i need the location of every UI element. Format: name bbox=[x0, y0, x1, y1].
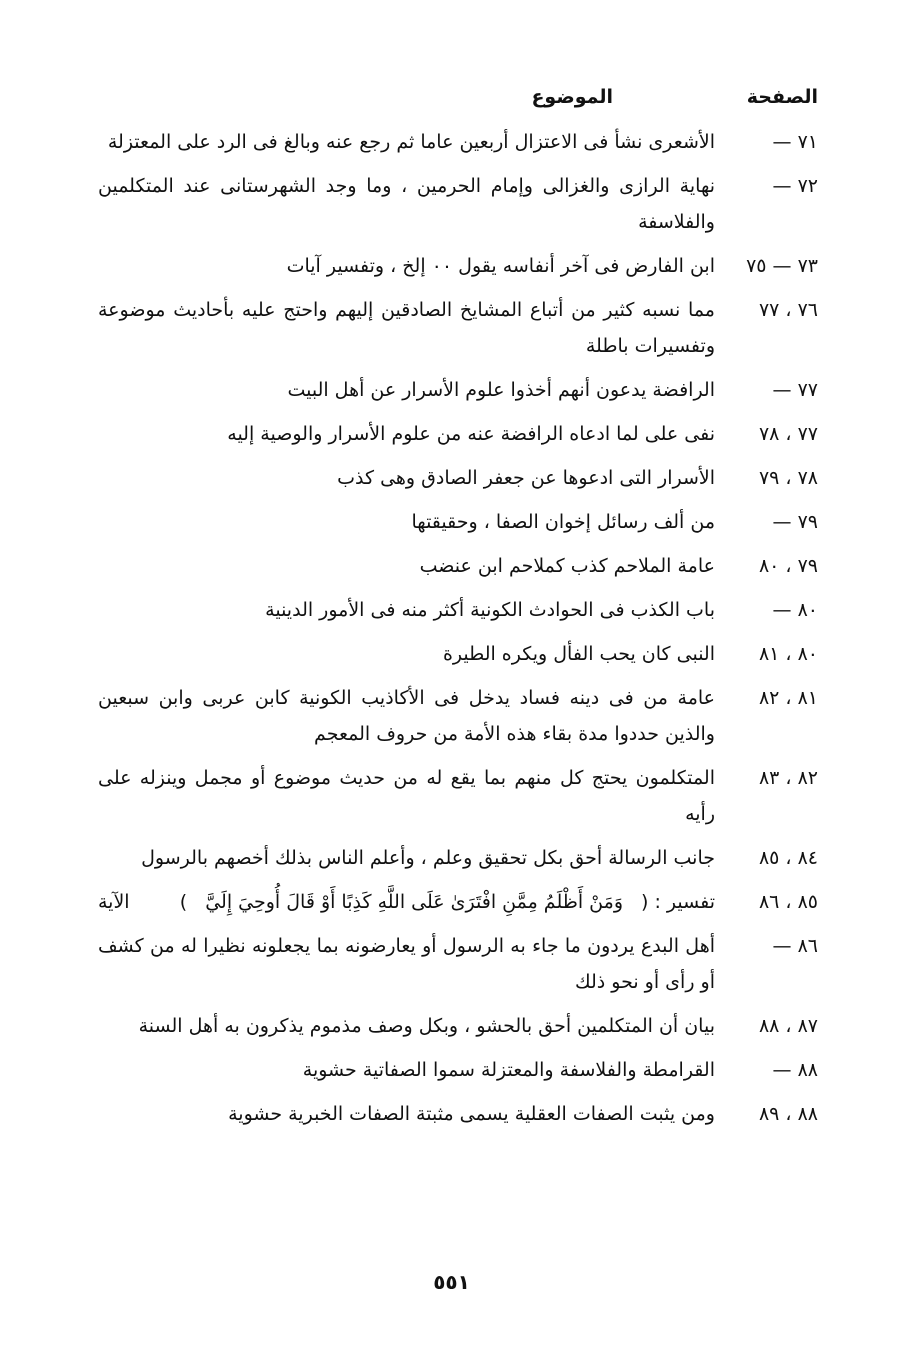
entry-page-range: ٨١ ، ٨٢ bbox=[758, 687, 818, 709]
entry-topic: باب الكذب فى الحوادث الكونية أكثر منه فى الأمور الدينية bbox=[265, 599, 715, 621]
entry-topic: نهاية الرازى والغزالى وإمام الحرمين ، وما وجد الشهرستانى عند المتكلمين والفلاسفة bbox=[98, 175, 715, 233]
entry-page-range: ٨٢ ، ٨٣ bbox=[758, 767, 818, 789]
entry-page-range: ٨٨ — bbox=[772, 1059, 818, 1081]
entry-page-range: ٧١ — bbox=[772, 131, 818, 153]
entry-topic: عامة من فى دينه فساد يدخل فى الأكاذيب الكونية كابن عربى وابن سبعين والذين حددوا مدة بقاء هذه الأمة من حروف المعجم bbox=[98, 687, 715, 745]
entry-page-range: ٧٧ — bbox=[772, 379, 818, 401]
index-entry bbox=[98, 884, 818, 920]
entry-topic: الأسرار التى ادعوها عن جعفر الصادق وهى كذب bbox=[337, 467, 715, 489]
verse-label: الآية bbox=[98, 891, 130, 913]
entry-page-range: ٧٢ — bbox=[772, 175, 818, 197]
index-header bbox=[100, 86, 818, 116]
quran-verse: وَمَنْ أَظْلَمُ مِمَّنِ افْتَرَىٰ عَلَى اللَّهِ كَذِبًا أَوْ قَالَ أُوحِيَ إِلَيَّ bbox=[205, 891, 623, 913]
entry-topic: الرافضة يدعون أنهم أخذوا علوم الأسرار عن أهل البيت bbox=[287, 379, 715, 401]
index-entry bbox=[98, 928, 818, 1000]
entry-page-range: ٨٨ ، ٨٩ bbox=[758, 1103, 818, 1125]
index-entry bbox=[98, 248, 818, 284]
entry-page-range: ٧٣ — ٧٥ bbox=[746, 255, 818, 277]
entry-page-range: ٨٤ ، ٨٥ bbox=[758, 847, 818, 869]
entry-topic: أهل البدع يردون ما جاء به الرسول أو يعارضونه بما يجعلونه نظيرا له من كشف أو رأى أو نحو ذلك bbox=[98, 935, 715, 993]
entry-page-range: ٨٦ — bbox=[772, 935, 818, 957]
index-entries bbox=[98, 124, 818, 1140]
index-entry bbox=[98, 292, 818, 364]
entry-topic: مما نسبه كثير من أتباع المشايخ الصادقين إليهم واحتج عليه بأحاديث موضوعة وتفسيرات باطلة bbox=[98, 299, 715, 357]
entry-page-range: ٧٩ — bbox=[772, 511, 818, 533]
entry-page-range: ٨٧ ، ٨٨ bbox=[758, 1015, 818, 1037]
entry-topic: الأشعرى نشأ فى الاعتزال أربعين عاما ثم رجع عنه وبالغ فى الرد على المعتزلة bbox=[107, 131, 715, 153]
index-entry bbox=[98, 840, 818, 876]
entry-topic: بيان أن المتكلمين أحق بالحشو ، وبكل وصف مذموم يذكرون به أهل السنة bbox=[138, 1015, 715, 1037]
entry-page-range: ٧٨ ، ٧٩ bbox=[758, 467, 818, 489]
entry-page-range: ٨٥ ، ٨٦ bbox=[758, 891, 818, 913]
entry-topic: ابن الفارض فى آخر أنفاسه يقول ٠٠ إلخ ، وتفسير آيات bbox=[286, 255, 715, 277]
entry-page-range: ٧٦ ، ٧٧ bbox=[758, 299, 818, 321]
index-entry bbox=[98, 1008, 818, 1044]
entry-topic-prefix: تفسير : ( bbox=[635, 891, 715, 913]
index-entry bbox=[98, 460, 818, 496]
index-entry bbox=[98, 416, 818, 452]
index-entry bbox=[98, 680, 818, 752]
entry-topic: المتكلمون يحتج كل منهم بما يقع له من حديث موضوع أو مجمل وينزله على رأيه bbox=[98, 767, 715, 825]
index-entry bbox=[98, 1096, 818, 1132]
index-entry bbox=[98, 1052, 818, 1088]
entry-page-range: ٨٠ — bbox=[772, 599, 818, 621]
entry-topic bbox=[98, 884, 715, 920]
topic-column-heading: الموضوع bbox=[531, 86, 613, 108]
entry-topic: ومن يثبت الصفات العقلية يسمى مثبتة الصفات الخبرية حشوية bbox=[228, 1103, 715, 1125]
entry-page-range: ٧٩ ، ٨٠ bbox=[758, 555, 818, 577]
verse-close-paren: ) bbox=[179, 891, 194, 913]
index-entry bbox=[98, 124, 818, 160]
entry-topic: جانب الرسالة أحق بكل تحقيق وعلم ، وأعلم الناس بذلك أخصهم بالرسول bbox=[141, 847, 715, 869]
entry-topic: نفى على لما ادعاه الرافضة عنه من علوم الأسرار والوصية إليه bbox=[227, 423, 715, 445]
index-entry bbox=[98, 760, 818, 832]
entry-topic: القرامطة والفلاسفة والمعتزلة سموا الصفاتية حشوية bbox=[302, 1059, 715, 1081]
index-entry bbox=[98, 548, 818, 584]
index-entry bbox=[98, 592, 818, 628]
entry-topic: من ألف رسائل إخوان الصفا ، وحقيقتها bbox=[411, 511, 715, 533]
index-entry bbox=[98, 504, 818, 540]
index-entry bbox=[98, 168, 818, 240]
index-entry bbox=[98, 372, 818, 408]
entry-page-range: ٨٠ ، ٨١ bbox=[758, 643, 818, 665]
page-column-heading: الصفحة bbox=[746, 86, 818, 108]
page-number: ٥٥١ bbox=[433, 1270, 470, 1294]
entry-topic: عامة الملاحم كذب كملاحم ابن عنضب bbox=[419, 555, 715, 577]
index-entry bbox=[98, 636, 818, 672]
entry-topic: النبى كان يحب الفأل ويكره الطيرة bbox=[442, 643, 715, 665]
entry-page-range: ٧٧ ، ٧٨ bbox=[758, 423, 818, 445]
